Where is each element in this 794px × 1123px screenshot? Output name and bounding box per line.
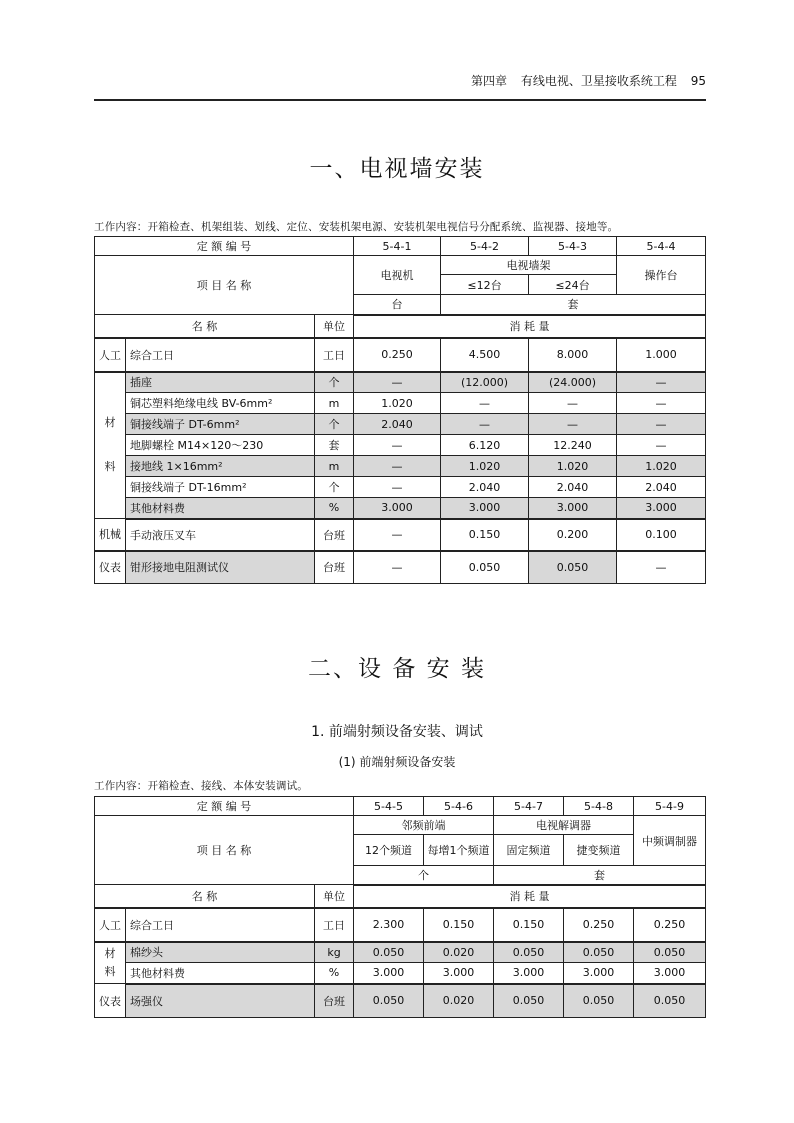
value-cell: 3.000 — [494, 963, 564, 984]
table-row — [95, 498, 706, 519]
value-cell: — — [529, 393, 617, 414]
table-row — [95, 942, 706, 963]
row-unit: 台班 — [315, 984, 354, 1018]
value-cell: 1.000 — [617, 338, 706, 372]
table-row — [95, 885, 706, 908]
adjacent-label: 邻频前端 — [354, 816, 494, 835]
row-unit: 套 — [315, 435, 354, 456]
row-name: 铜芯塑料绝缘电线 BV-6mm² — [126, 393, 315, 414]
value-cell: 2.040 — [529, 477, 617, 498]
value-cell: (24.000) — [529, 372, 617, 393]
value-cell: 0.150 — [424, 908, 494, 942]
console-label: 操作台 — [617, 256, 706, 295]
table-row — [95, 256, 706, 275]
row-name: 综合工日 — [126, 908, 315, 942]
table-row — [95, 963, 706, 984]
table-row — [95, 477, 706, 498]
row-unit: 个 — [315, 477, 354, 498]
row-name: 插座 — [126, 372, 315, 393]
value-cell: 3.000 — [441, 498, 529, 519]
code-cell: 5-4-6 — [424, 797, 494, 816]
value-cell: 0.050 — [634, 942, 706, 963]
row-unit: kg — [315, 942, 354, 963]
value-cell: 3.000 — [354, 498, 441, 519]
unit-tao: 套 — [494, 866, 706, 885]
each1-label: 每增1个频道 — [424, 835, 494, 866]
value-cell: 0.050 — [564, 984, 634, 1018]
code-cell: 5-4-9 — [634, 797, 706, 816]
table-row — [95, 519, 706, 551]
unit-tai: 台 — [354, 295, 441, 315]
value-cell: 1.020 — [617, 456, 706, 477]
value-cell: 1.020 — [441, 456, 529, 477]
section2-title: 二、设 备 安 装 — [308, 656, 486, 682]
section1-work-content: 工作内容：开箱检查、机架组装、划线、定位、安装机架电源、安装机架电视信号分配系统、监视器、接地等。 — [94, 221, 619, 233]
value-cell: 0.100 — [617, 519, 706, 551]
unit-header: 单位 — [315, 885, 354, 908]
row-unit: % — [315, 498, 354, 519]
value-cell: — — [441, 393, 529, 414]
value-cell: 3.000 — [634, 963, 706, 984]
value-cell: — — [354, 519, 441, 551]
table-row — [95, 908, 706, 942]
fixed-label: 固定频道 — [494, 835, 564, 866]
row-unit: 台班 — [315, 551, 354, 584]
name-header: 名 称 — [95, 315, 315, 338]
demod-label: 电视解调器 — [494, 816, 634, 835]
section1-title: 一、电视墙安装 — [309, 156, 485, 182]
value-cell: — — [354, 456, 441, 477]
value-cell: 12.240 — [529, 435, 617, 456]
section2-subtitle: 1. 前端射频设备安装、调试 — [311, 724, 483, 740]
consume-header: 消 耗 量 — [354, 315, 706, 338]
row-name: 接地线 1×16mm² — [126, 456, 315, 477]
table-row — [95, 984, 706, 1018]
row-unit: 台班 — [315, 519, 354, 551]
group-label: 机械 — [95, 519, 126, 551]
code-cell: 5-4-5 — [354, 797, 424, 816]
group-label: 仪表 — [95, 984, 126, 1018]
value-cell: 3.000 — [354, 963, 424, 984]
row-name: 综合工日 — [126, 338, 315, 372]
value-cell: 0.050 — [564, 942, 634, 963]
value-cell: — — [354, 435, 441, 456]
table-tv-wall — [94, 236, 706, 584]
value-cell: — — [441, 414, 529, 435]
unit-ge: 个 — [354, 866, 494, 885]
agile-label: 捷变频道 — [564, 835, 634, 866]
quota-label: 定 额 编 号 — [95, 797, 354, 816]
group-label-materials — [95, 372, 126, 519]
group-label-char: 料 — [104, 964, 116, 978]
group-label: 仪表 — [95, 551, 126, 584]
code-cell: 5-4-3 — [529, 237, 617, 256]
value-cell: — — [354, 551, 441, 584]
name-header: 名 称 — [95, 885, 315, 908]
section2-work-content: 工作内容：开箱检查、接线、本体安装调试。 — [94, 780, 308, 792]
value-cell: 0.150 — [494, 908, 564, 942]
chapter-label: 第四章 — [471, 74, 508, 88]
value-cell: 2.040 — [441, 477, 529, 498]
chapter-title: 有线电视、卫星接收系统工程 — [520, 74, 677, 88]
value-cell: 3.000 — [529, 498, 617, 519]
table-row — [95, 338, 706, 372]
row-name: 地脚螺栓 M14×120～230 — [126, 435, 315, 456]
value-cell: (12.000) — [441, 372, 529, 393]
group-label-char: 料 — [104, 460, 116, 474]
unit-header: 单位 — [315, 315, 354, 338]
table-row — [95, 816, 706, 835]
value-cell: 0.050 — [354, 984, 424, 1018]
item-name-label: 项 目 名 称 — [95, 256, 354, 315]
value-cell: 0.150 — [441, 519, 529, 551]
mid-mod-label: 中频调制器 — [634, 816, 706, 866]
row-name: 棉纱头 — [126, 942, 315, 963]
table-row — [95, 393, 706, 414]
ch12-label: 12个频道 — [354, 835, 424, 866]
value-cell: 0.250 — [634, 908, 706, 942]
group-label-char: 材 — [104, 416, 116, 430]
value-cell: 2.040 — [354, 414, 441, 435]
row-unit: 个 — [315, 414, 354, 435]
value-cell: 6.120 — [441, 435, 529, 456]
value-cell: — — [617, 393, 706, 414]
value-cell: 0.050 — [529, 551, 617, 584]
table-row — [95, 315, 706, 338]
row-name: 铜接线端子 DT-16mm² — [126, 477, 315, 498]
table-row — [95, 456, 706, 477]
value-cell: 0.050 — [354, 942, 424, 963]
table-frontend-rf — [94, 796, 706, 1018]
value-cell: 0.250 — [354, 338, 441, 372]
row-name: 钳形接地电阻测试仪 — [126, 551, 315, 584]
table-row — [95, 551, 706, 584]
value-cell: — — [617, 551, 706, 584]
value-cell: — — [617, 414, 706, 435]
row-unit: % — [315, 963, 354, 984]
value-cell: — — [617, 372, 706, 393]
value-cell: — — [354, 372, 441, 393]
value-cell: 1.020 — [354, 393, 441, 414]
value-cell: — — [354, 477, 441, 498]
code-cell: 5-4-1 — [354, 237, 441, 256]
value-cell: 3.000 — [617, 498, 706, 519]
value-cell: 0.050 — [494, 984, 564, 1018]
code-cell: 5-4-2 — [441, 237, 529, 256]
section2-subsubtitle: (1) 前端射频设备安装 — [338, 755, 456, 769]
value-cell: — — [617, 435, 706, 456]
value-cell: 0.020 — [424, 942, 494, 963]
value-cell: 0.020 — [424, 984, 494, 1018]
tv-label: 电视机 — [354, 256, 441, 295]
row-name: 其他材料费 — [126, 963, 315, 984]
group-label: 人工 — [95, 338, 126, 372]
code-cell: 5-4-7 — [494, 797, 564, 816]
row-unit: 工日 — [315, 908, 354, 942]
value-cell: 3.000 — [424, 963, 494, 984]
value-cell: 1.020 — [529, 456, 617, 477]
value-cell: 0.200 — [529, 519, 617, 551]
value-cell: 0.050 — [494, 942, 564, 963]
wall-label: 电视墙架 — [441, 256, 617, 275]
header-rule — [94, 99, 706, 101]
code-cell: 5-4-8 — [564, 797, 634, 816]
table-row — [95, 414, 706, 435]
value-cell: 2.300 — [354, 908, 424, 942]
value-cell: 4.500 — [441, 338, 529, 372]
table-row — [95, 435, 706, 456]
table-row — [95, 372, 706, 393]
table-row — [95, 237, 706, 256]
value-cell: 3.000 — [564, 963, 634, 984]
group-label-char: 材 — [104, 946, 116, 960]
value-cell: 0.250 — [564, 908, 634, 942]
row-name: 其他材料费 — [126, 498, 315, 519]
row-unit: 工日 — [315, 338, 354, 372]
value-cell: 8.000 — [529, 338, 617, 372]
row-name: 铜接线端子 DT-6mm² — [126, 414, 315, 435]
code-cell: 5-4-4 — [617, 237, 706, 256]
row-unit: 个 — [315, 372, 354, 393]
quota-label: 定 额 编 号 — [95, 237, 354, 256]
row-name: 场强仪 — [126, 984, 315, 1018]
unit-tao: 套 — [441, 295, 706, 315]
value-cell: 2.040 — [617, 477, 706, 498]
row-unit: m — [315, 456, 354, 477]
item-name-label: 项 目 名 称 — [95, 816, 354, 885]
consume-header: 消 耗 量 — [354, 885, 706, 908]
le12-label: ≤12台 — [441, 275, 529, 295]
value-cell: — — [529, 414, 617, 435]
group-label: 人工 — [95, 908, 126, 942]
row-name: 手动液压叉车 — [126, 519, 315, 551]
le24-label: ≤24台 — [529, 275, 617, 295]
table-row — [95, 797, 706, 816]
value-cell: 0.050 — [441, 551, 529, 584]
running-header — [94, 72, 706, 98]
page-number: 95 — [690, 74, 706, 88]
group-label-materials — [95, 942, 126, 984]
row-unit: m — [315, 393, 354, 414]
value-cell: 0.050 — [634, 984, 706, 1018]
